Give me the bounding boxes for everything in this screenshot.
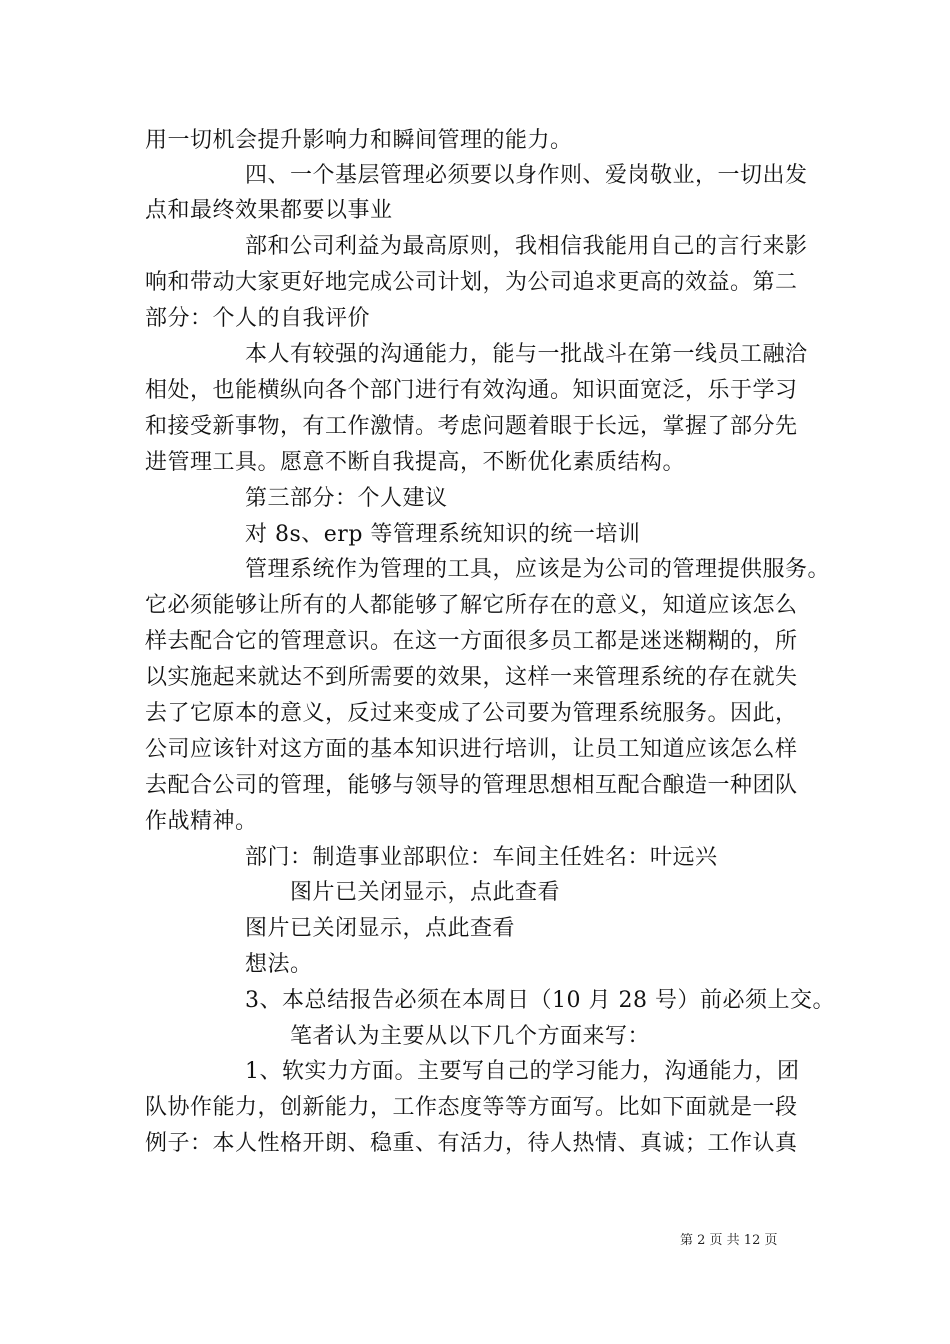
image-placeholder-link[interactable]: 图片已关闭显示，点此查看 — [290, 880, 561, 905]
text-line: 对 8s、erp 等管理系统知识的统一培训 — [245, 522, 641, 547]
text-line: 去配合公司的管理，能够与领导的管理思想相互配合酿造一种团队 — [145, 773, 798, 798]
text-line: 部分：个人的自我评价 — [145, 306, 371, 331]
text-line: 1、软实力方面。主要写自己的学习能力，沟通能力，团 — [245, 1059, 800, 1084]
text-line: 去了它原本的意义，反过来变成了公司要为管理系统服务。因此， — [145, 701, 798, 726]
text-line: 3、本总结报告必须在本周日（10 月 28 号）前必须上交。 — [245, 988, 835, 1013]
text-line: 作战精神。 — [145, 809, 258, 834]
text-line: 样去配合它的管理意识。在这一方面很多员工都是迷迷糊糊的，所 — [145, 629, 798, 654]
text-line: 它必须能够让所有的人都能够了解它所存在的意义，知道应该怎么 — [145, 593, 798, 618]
image-placeholder-link[interactable]: 图片已关闭显示，点此查看 — [245, 916, 516, 941]
signature-line: 部门：制造事业部职位：车间主任姓名：叶远兴 — [245, 845, 718, 870]
text-line: 第三部分：个人建议 — [245, 486, 448, 511]
text-line: 和接受新事物，有工作激情。考虑问题着眼于长远，掌握了部分先 — [145, 414, 798, 439]
text-line: 公司应该针对这方面的基本知识进行培训，让员工知道应该怎么样 — [145, 737, 798, 762]
text-line: 部和公司利益为最高原则，我相信我能用自己的言行来影 — [245, 234, 808, 259]
text-line: 响和带动大家更好地完成公司计划，为公司追求更高的效益。第二 — [145, 270, 798, 295]
page-number: 第 2 页 共 12 页 — [680, 1233, 778, 1248]
text-line: 例子：本人性格开朗、稳重、有活力，待人热情、真诚；工作认真 — [145, 1131, 798, 1156]
text-line: 相处，也能横纵向各个部门进行有效沟通。知识面宽泛，乐于学习 — [145, 378, 798, 403]
text-line: 管理系统作为管理的工具，应该是为公司的管理提供服务。 — [245, 557, 831, 582]
text-line: 进管理工具。愿意不断自我提高，不断优化素质结构。 — [145, 450, 686, 475]
text-line: 四、一个基层管理必须要以身作则、爱岗敬业，一切出发 — [245, 163, 808, 188]
text-line: 想法。 — [245, 952, 313, 977]
text-line: 本人有较强的沟通能力，能与一批战斗在第一线员工融洽 — [245, 342, 808, 367]
text-line: 以实施起来就达不到所需要的效果，这样一来管理系统的存在就失 — [145, 665, 798, 690]
text-line: 点和最终效果都要以事业 — [145, 198, 393, 223]
text-line: 笔者认为主要从以下几个方面来写： — [290, 1024, 651, 1049]
text-line: 用一切机会提升影响力和瞬间管理的能力。 — [145, 128, 573, 153]
text-line: 队协作能力，创新能力，工作态度等等方面写。比如下面就是一段 — [145, 1095, 798, 1120]
